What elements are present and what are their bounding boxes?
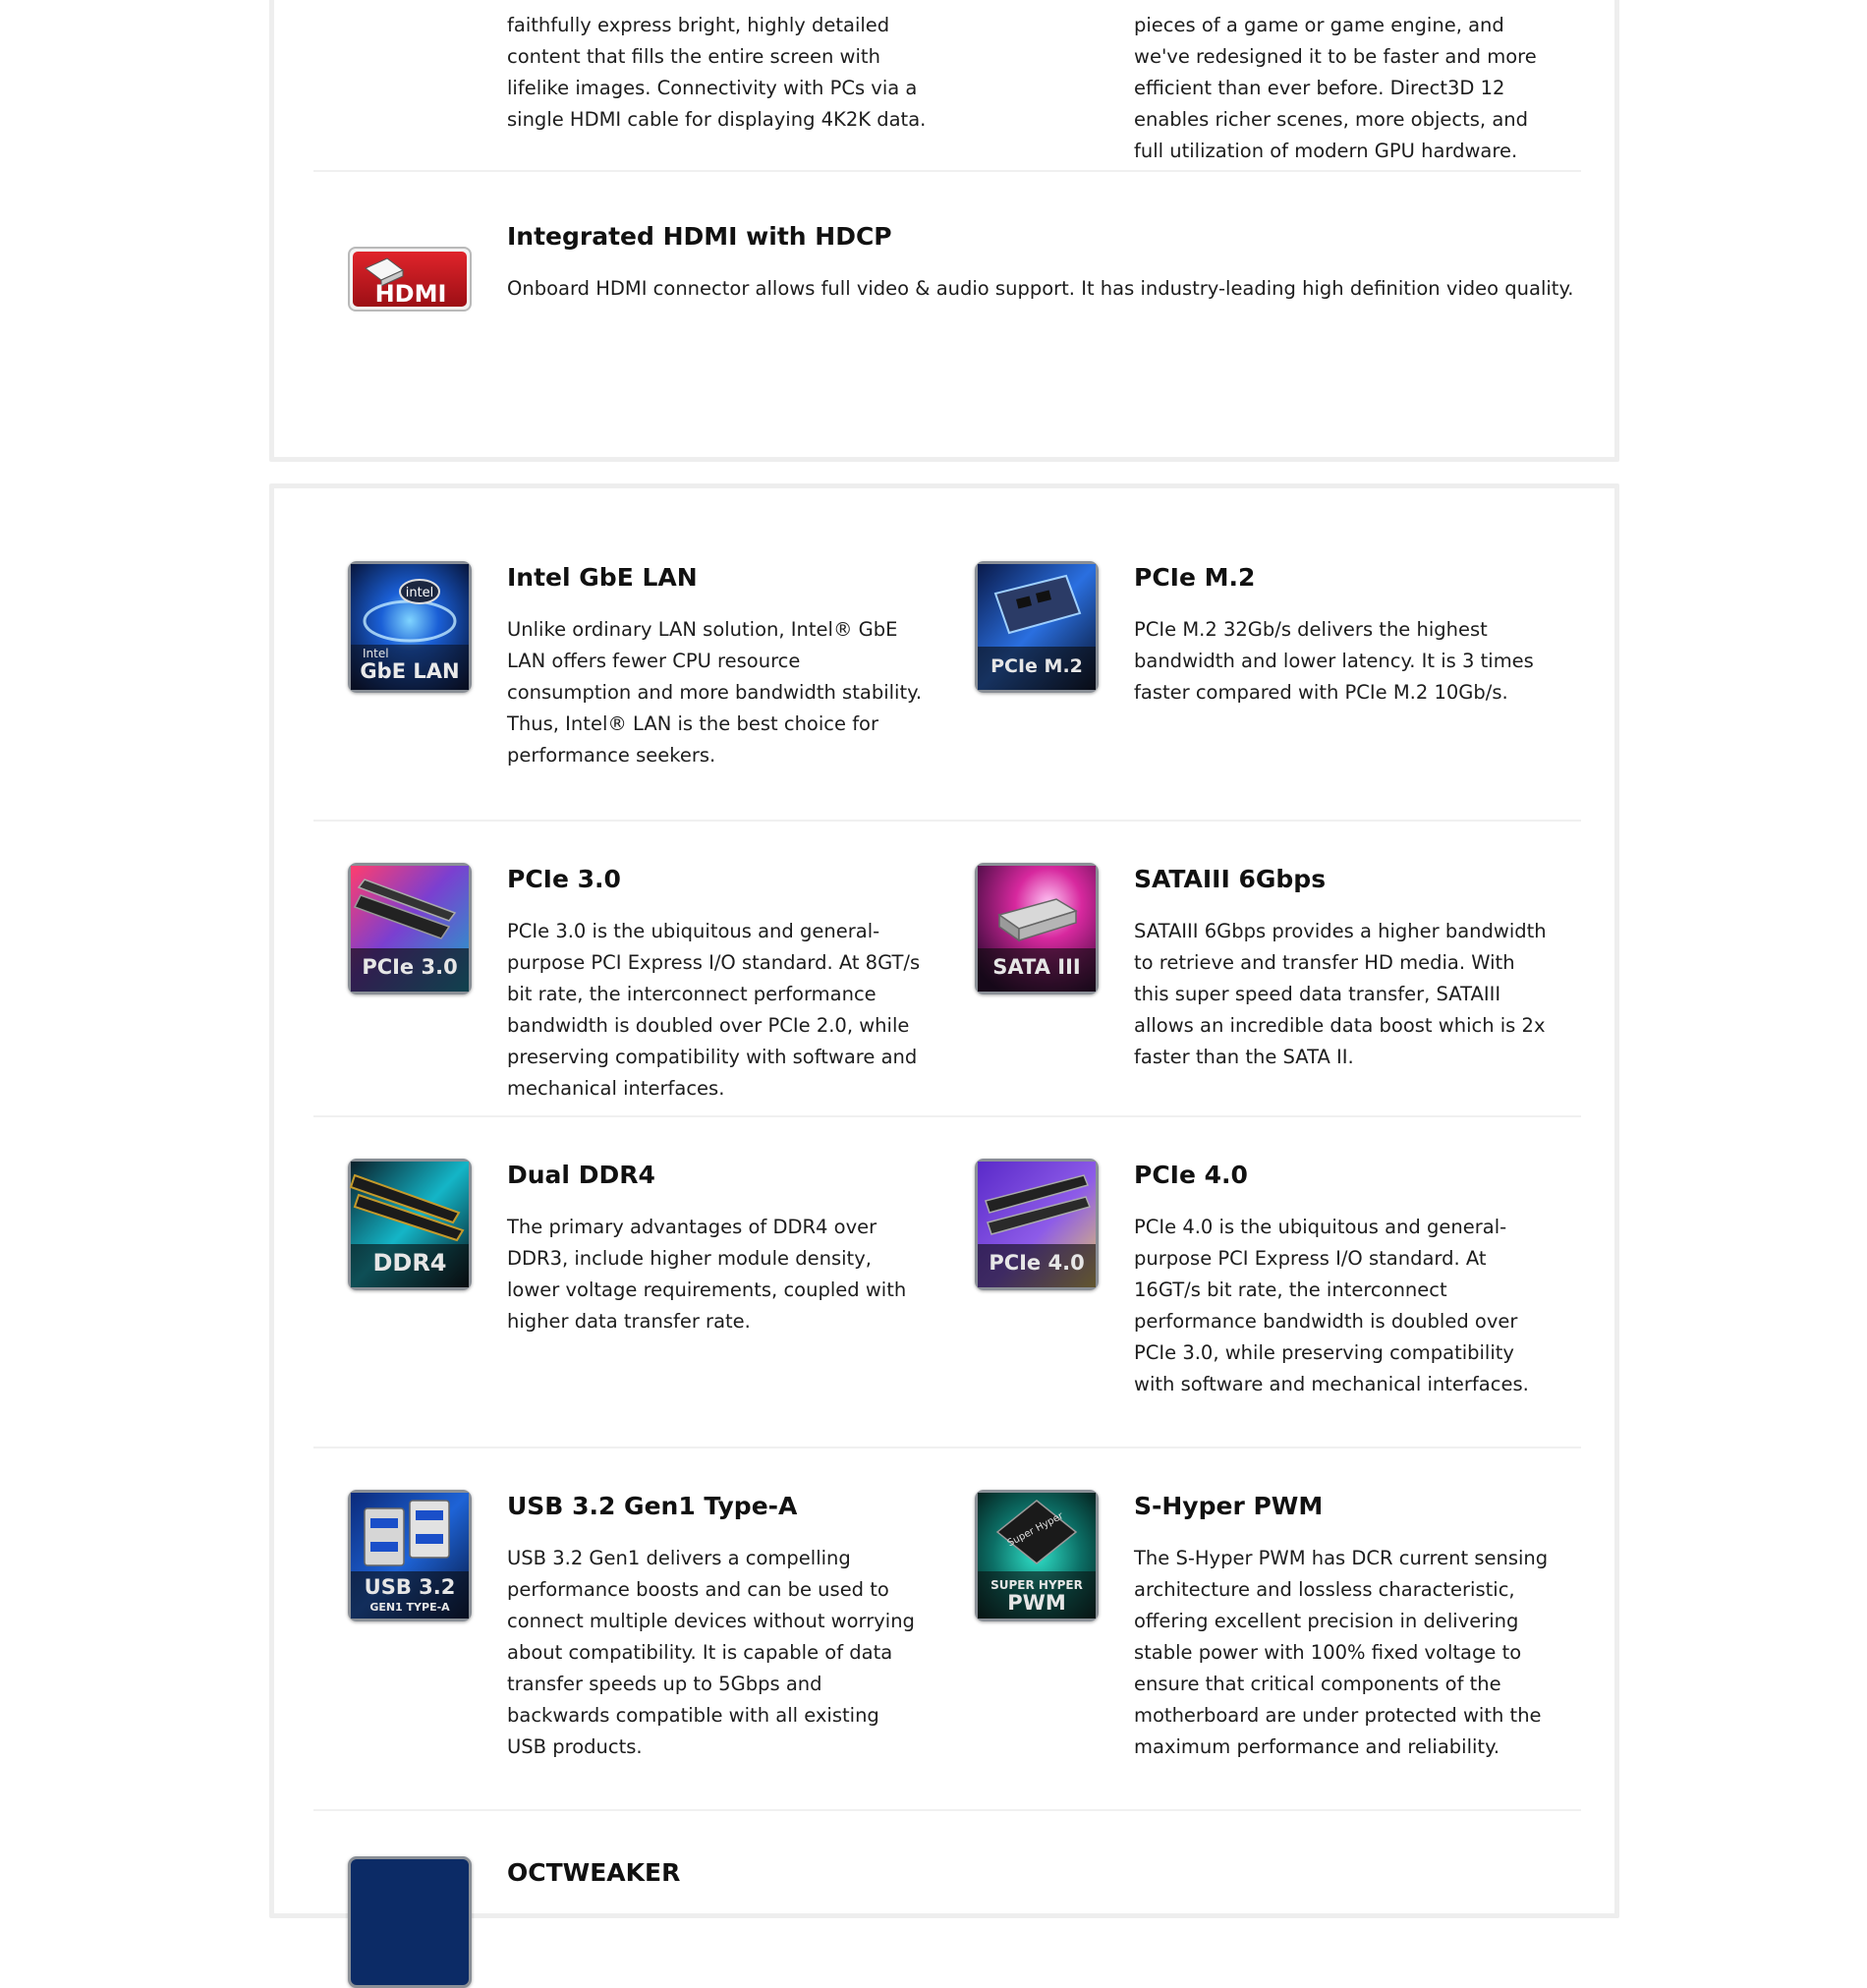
s-hyper-pwm-icon	[975, 1490, 1099, 1621]
divider	[313, 1809, 1581, 1811]
feature-title: USB 3.2 Gen1 Type-A	[507, 1492, 798, 1520]
ddr4-icon-text: DDR4	[372, 1249, 447, 1277]
feature-description: PCIe M.2 32Gb/s delivers the highest bandwidth and lower latency. It is 3 times faster compared with PCIe M.2 10Gb/s.	[1134, 618, 1534, 704]
feature-description: The primary advantages of DDR4 over DDR3, include higher module density, lower voltage requirements, coupled with higher data transfer rate.	[507, 1216, 907, 1333]
pcie-m2-icon	[975, 561, 1099, 693]
usb32-icon-subtext: GEN1 TYPE-A	[369, 1601, 450, 1614]
pcie-3-icon	[348, 863, 472, 994]
hdmi-icon	[348, 247, 472, 312]
feature-title: Dual DDR4	[507, 1161, 655, 1189]
feature-description: SATAIII 6Gbps provides a higher bandwidth to retrieve and transfer HD media. With this super speed data transfer, SATAIII allows an incredible data boost which is 2x faster than the SATA II.	[1134, 920, 1547, 1068]
gbe-lan-text: GbE LAN	[360, 659, 460, 683]
intel-gbe-lan-icon	[348, 561, 472, 693]
pcie-4-icon-text: PCIe 4.0	[989, 1251, 1085, 1275]
feature-title: PCIe 4.0	[1134, 1161, 1248, 1189]
sata3-icon-text: SATA III	[992, 955, 1081, 979]
feature-description: PCIe 3.0 is the ubiquitous and general-purpose PCI Express I/O standard. At 8GT/s bit rate, the interconnect performance bandwidth is doubled over PCIe 2.0, while preserving compatibility with software and mechanical interfaces.	[507, 920, 921, 1100]
pcie-3-icon-text: PCIe 3.0	[362, 955, 458, 979]
divider	[313, 820, 1581, 822]
feature-title: PCIe 3.0	[507, 865, 621, 893]
ddr4-icon	[348, 1159, 472, 1290]
divider	[313, 1447, 1581, 1448]
feature-title: Intel GbE LAN	[507, 563, 698, 592]
pcie-m2-icon-text: PCIe M.2	[990, 655, 1083, 677]
feature-description: The S-Hyper PWM has DCR current sensing architecture and lossless characteristic, offering excellent precision in delivering stable power with 100% fixed voltage to ensure that critical components of the motherboard are under protected with the maximum performance and reliability.	[1134, 1547, 1549, 1758]
divider	[313, 170, 1581, 172]
feature-description: USB 3.2 Gen1 delivers a compelling performance boosts and can be used to connect multiple devices without worrying about compatibility. It is capable of data transfer speeds up to 5Gbps and backwards compatible with all existing USB products.	[507, 1547, 915, 1758]
pwm-chip-text: Super Hyper	[1005, 1510, 1066, 1550]
pcie-4-icon	[975, 1159, 1099, 1290]
feature-title: Integrated HDMI with HDCP	[507, 222, 892, 251]
hdmi-icon-text: HDMI	[374, 280, 447, 308]
sata3-icon	[975, 863, 1099, 994]
intel-logo-text: intel	[405, 586, 434, 600]
display-description: faithfully express bright, highly detailed content that fills the entire screen with lifelike images. Connectivity with PCs via a single HDMI cable for displaying 4K2K data.	[507, 14, 927, 131]
usb32-gen1-icon	[348, 1490, 472, 1621]
features-card-main	[269, 483, 1619, 1918]
octweaker-icon	[348, 1856, 472, 1988]
feature-title: OCTWEAKER	[507, 1858, 681, 1887]
intel-small-text: Intel	[363, 647, 389, 660]
feature-description: Unlike ordinary LAN solution, Intel® GbE LAN offers fewer CPU resource consumption and more bandwidth stability. Thus, Intel® LAN is the best choice for performance seekers.	[507, 618, 923, 767]
pwm-icon-text: PWM	[1007, 1591, 1066, 1615]
feature-description: Onboard HDMI connector allows full video & audio support. It has industry-leading high definition video quality.	[507, 277, 1574, 300]
feature-title: S-Hyper PWM	[1134, 1492, 1324, 1520]
divider	[313, 1115, 1581, 1117]
directx-description: pieces of a game or game engine, and we've redesigned it to be faster and more efficient than ever before. Direct3D 12 enables richer scenes, more objects, and full utilization of modern GPU hardware.	[1134, 14, 1537, 162]
usb32-icon-text: USB 3.2	[364, 1575, 456, 1599]
pwm-icon-subtext: SUPER HYPER	[990, 1578, 1083, 1592]
feature-title: PCIe M.2	[1134, 563, 1256, 592]
feature-description: PCIe 4.0 is the ubiquitous and general-purpose PCI Express I/O standard. At 16GT/s bit rate, the interconnect performance bandwidth is doubled over PCIe 3.0, while preserving compatibility with software and mechanical interfaces.	[1134, 1216, 1529, 1395]
feature-title: SATAIII 6Gbps	[1134, 865, 1327, 893]
features-card-top	[269, 0, 1619, 462]
